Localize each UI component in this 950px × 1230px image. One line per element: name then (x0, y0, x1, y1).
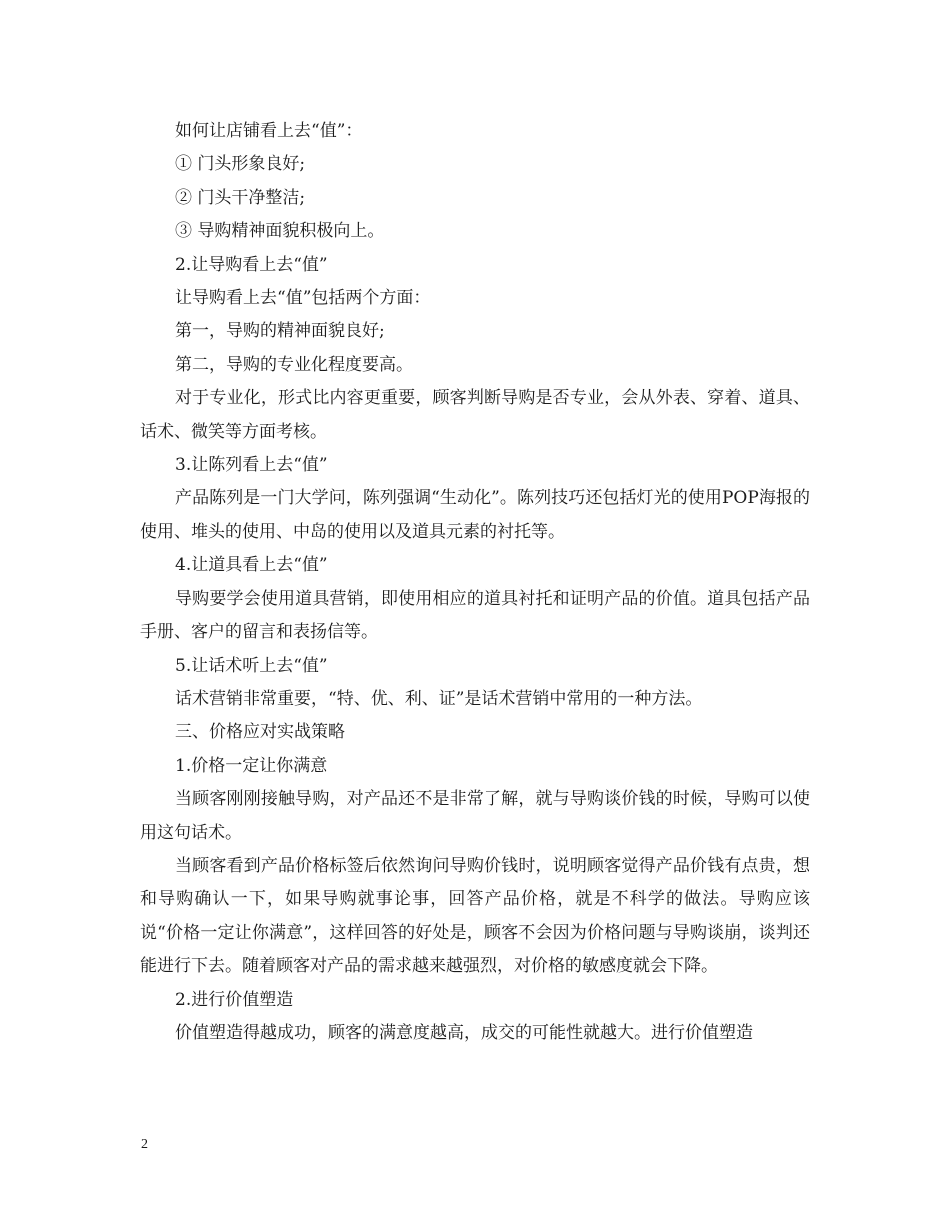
paragraph: 价值塑造得越成功，顾客的满意度越高，成交的可能性就越大。进行价值塑造 (175, 1022, 753, 1043)
paragraph: 当顾客刚刚接触导购，对产品还不是非常了解，就与导购谈价钱的时候，导购可以使用这句话术。 (140, 789, 810, 843)
paragraph: 产品陈列是一门大学问，陈列强调“生动化”。陈列技巧还包括灯光的使用POP海报的使用、堆头的使用、中岛的使用以及道具元素的衬托等。 (140, 488, 810, 542)
list-item: ② 门头干净整洁; (175, 187, 306, 208)
paragraph: 如何让店铺看上去“值”： (175, 121, 363, 141)
paragraph: 第二，导购的专业化程度要高。 (175, 354, 413, 375)
section-heading: 3.让陈列看上去“值” (175, 455, 328, 476)
section-heading: 4.让道具看上去“值” (175, 555, 328, 576)
list-item: ③ 导购精神面貌积极向上。 (175, 221, 385, 242)
list-item: ① 门头形象良好; (175, 154, 306, 175)
section-heading: 1.价格一定让你满意 (175, 755, 328, 776)
section-heading: 2.进行价值塑造 (175, 989, 294, 1010)
document-body (140, 115, 810, 1050)
page-number: 2 (141, 1137, 148, 1152)
paragraph: 第一，导购的精神面貌良好; (175, 321, 385, 342)
chapter-heading: 三、价格应对实战策略 (175, 722, 345, 743)
paragraph: 当顾客看到产品价格标签后依然询问导购价钱时，说明顾客觉得产品价钱有点贵，想和导购确认一下，如果导购就事论事，回答产品价格，就是不科学的做法。导购应该说“价格一定让你满意”，这样回答的好处是，顾客不会因为价格问题与导购谈崩，谈判还能进行下去。随着顾客对产品的需求越来越强烈，对价格的敏感度就会下降。 (140, 855, 810, 977)
section-heading: 2.让导购看上去“值” (175, 254, 328, 275)
paragraph: 对于专业化，形式比内容更重要，顾客判断导购是否专业，会从外表、穿着、道具、话术、微笑等方面考核。 (140, 388, 810, 442)
section-heading: 5.让话术听上去“值” (175, 655, 328, 676)
paragraph: 话术营销非常重要，“特、优、利、证”是话术营销中常用的一种方法。 (175, 688, 703, 709)
paragraph: 让导购看上去“值”包括两个方面： (175, 288, 431, 309)
paragraph: 导购要学会使用道具营销，即使用相应的道具衬托和证明产品的价值。道具包括产品手册、客户的留言和表扬信等。 (140, 588, 810, 643)
